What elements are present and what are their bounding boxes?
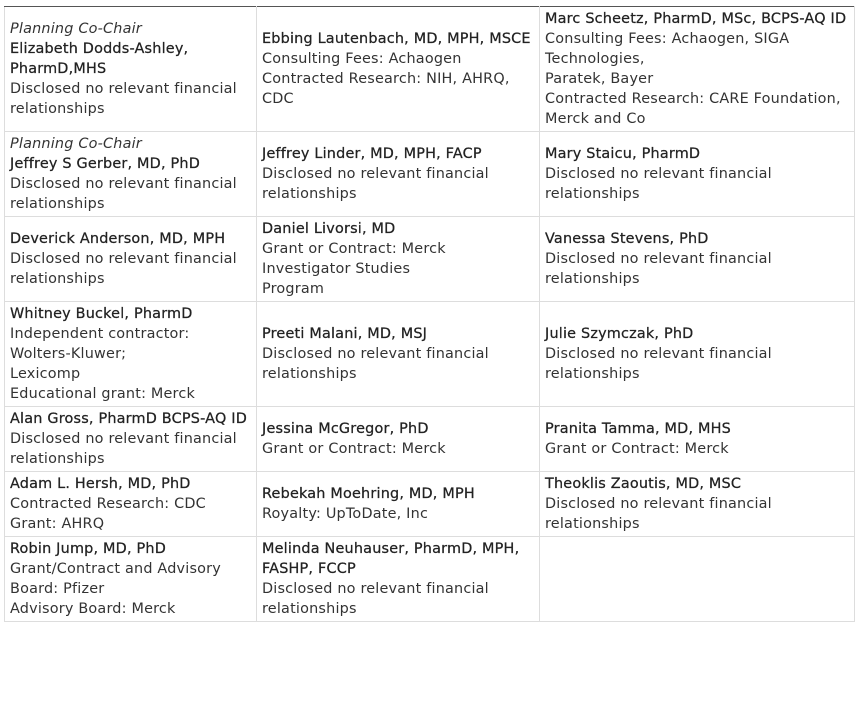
faculty-name: Jeffrey Linder, MD, MPH, FACP [262,146,482,162]
table-row [5,132,855,217]
faculty-cell [540,217,855,302]
disclosure-text: Royalty: UpToDate, Inc [262,506,429,522]
disclosure-text: Consulting Fees: Achaogen, SIGA Technologies, [545,31,790,67]
faculty-name: Deverick Anderson, MD, MPH [10,231,226,247]
disclosure-text: Program [262,281,325,297]
faculty-role: Planning Co-Chair [10,136,142,152]
faculty-cell [540,472,855,537]
disclosure-text: Contracted Research: CARE Foundation, Merck and Co [545,91,841,127]
disclosure-text: Disclosed no relevant financial relationships [545,166,772,202]
faculty-cell [257,302,540,407]
faculty-cell [257,132,540,217]
faculty-cell [257,537,540,622]
faculty-name: Elizabeth Dodds-Ashley, PharmD,MHS [10,41,189,77]
disclosure-text: Independent contractor: Wolters-Kluwer; [10,326,190,362]
faculty-cell [5,302,257,407]
faculty-cell [257,7,540,132]
faculty-name: Alan Gross, PharmD BCPS-AQ ID [10,411,247,427]
disclosure-text: Disclosed no relevant financial relationships [262,346,489,382]
faculty-cell [5,537,257,622]
disclosure-text: Disclosed no relevant financial relationships [10,81,237,117]
faculty-cell [540,132,855,217]
faculty-name: Julie Szymczak, PhD [545,326,694,342]
disclosure-text: Disclosed no relevant financial relationships [10,176,237,212]
table-row [5,537,855,622]
faculty-cell [540,7,855,132]
table-row [5,302,855,407]
faculty-name: Melinda Neuhauser, PharmD, MPH, FASHP, FCCP [262,541,520,577]
disclosure-text: Grant or Contract: Merck [545,441,729,457]
faculty-name: Marc Scheetz, PharmD, MSc, BCPS-AQ ID [545,11,847,27]
faculty-name: Preeti Malani, MD, MSJ [262,326,428,342]
faculty-name: Rebekah Moehring, MD, MPH [262,486,475,502]
disclosure-table [4,6,855,622]
disclosure-text: Contracted Research: NIH, AHRQ, CDC [262,71,510,107]
disclosure-text: Grant/Contract and Advisory Board: Pfizer [10,561,222,597]
faculty-name: Daniel Livorsi, MD [262,221,396,237]
disclosure-text: Grant or Contract: Merck [262,441,446,457]
faculty-name: Mary Staicu, PharmD [545,146,701,162]
disclosure-text: Disclosed no relevant financial relationships [10,251,237,287]
faculty-role: Planning Co-Chair [10,21,142,37]
faculty-name: Adam L. Hersh, MD, PhD [10,476,191,492]
faculty-name: Whitney Buckel, PharmD [10,306,193,322]
disclosure-text: Grant or Contract: Merck Investigator Studies [262,241,446,277]
faculty-cell [5,472,257,537]
disclosure-text: Disclosed no relevant financial relationships [545,496,772,532]
faculty-name: Jessina McGregor, PhD [262,421,429,437]
disclosure-text: Advisory Board: Merck [10,601,176,617]
faculty-cell [257,407,540,472]
faculty-cell [540,302,855,407]
disclosure-text: Disclosed no relevant financial relationships [545,251,772,287]
faculty-name: Ebbing Lautenbach, MD, MPH, MSCE [262,31,531,47]
disclosure-text: Disclosed no relevant financial relationships [262,166,489,202]
faculty-name: Jeffrey S Gerber, MD, PhD [10,156,200,172]
faculty-cell [540,537,855,622]
faculty-cell [5,217,257,302]
faculty-cell [257,472,540,537]
table-row [5,217,855,302]
disclosure-text: Lexicomp [10,366,81,382]
faculty-name: Vanessa Stevens, PhD [545,231,709,247]
disclosure-table-wrapper [4,6,854,622]
disclosure-text: Paratek, Bayer [545,71,654,87]
disclosure-table-body [5,7,855,622]
faculty-name: Robin Jump, MD, PhD [10,541,166,557]
faculty-name: Theoklis Zaoutis, MD, MSC [545,476,742,492]
faculty-cell [5,407,257,472]
disclosure-text: Disclosed no relevant financial relationships [10,431,237,467]
table-row [5,407,855,472]
disclosure-text: Consulting Fees: Achaogen [262,51,462,67]
disclosure-text: Contracted Research: CDC [10,496,206,512]
faculty-name: Pranita Tamma, MD, MHS [545,421,731,437]
faculty-cell [5,7,257,132]
disclosure-text: Disclosed no relevant financial relationships [545,346,772,382]
table-row [5,472,855,537]
faculty-cell [540,407,855,472]
disclosure-text: Grant: AHRQ [10,516,105,532]
table-row [5,7,855,132]
faculty-cell [5,132,257,217]
faculty-cell [257,217,540,302]
disclosure-text: Disclosed no relevant financial relationships [262,581,489,617]
disclosure-text: Educational grant: Merck [10,386,196,402]
